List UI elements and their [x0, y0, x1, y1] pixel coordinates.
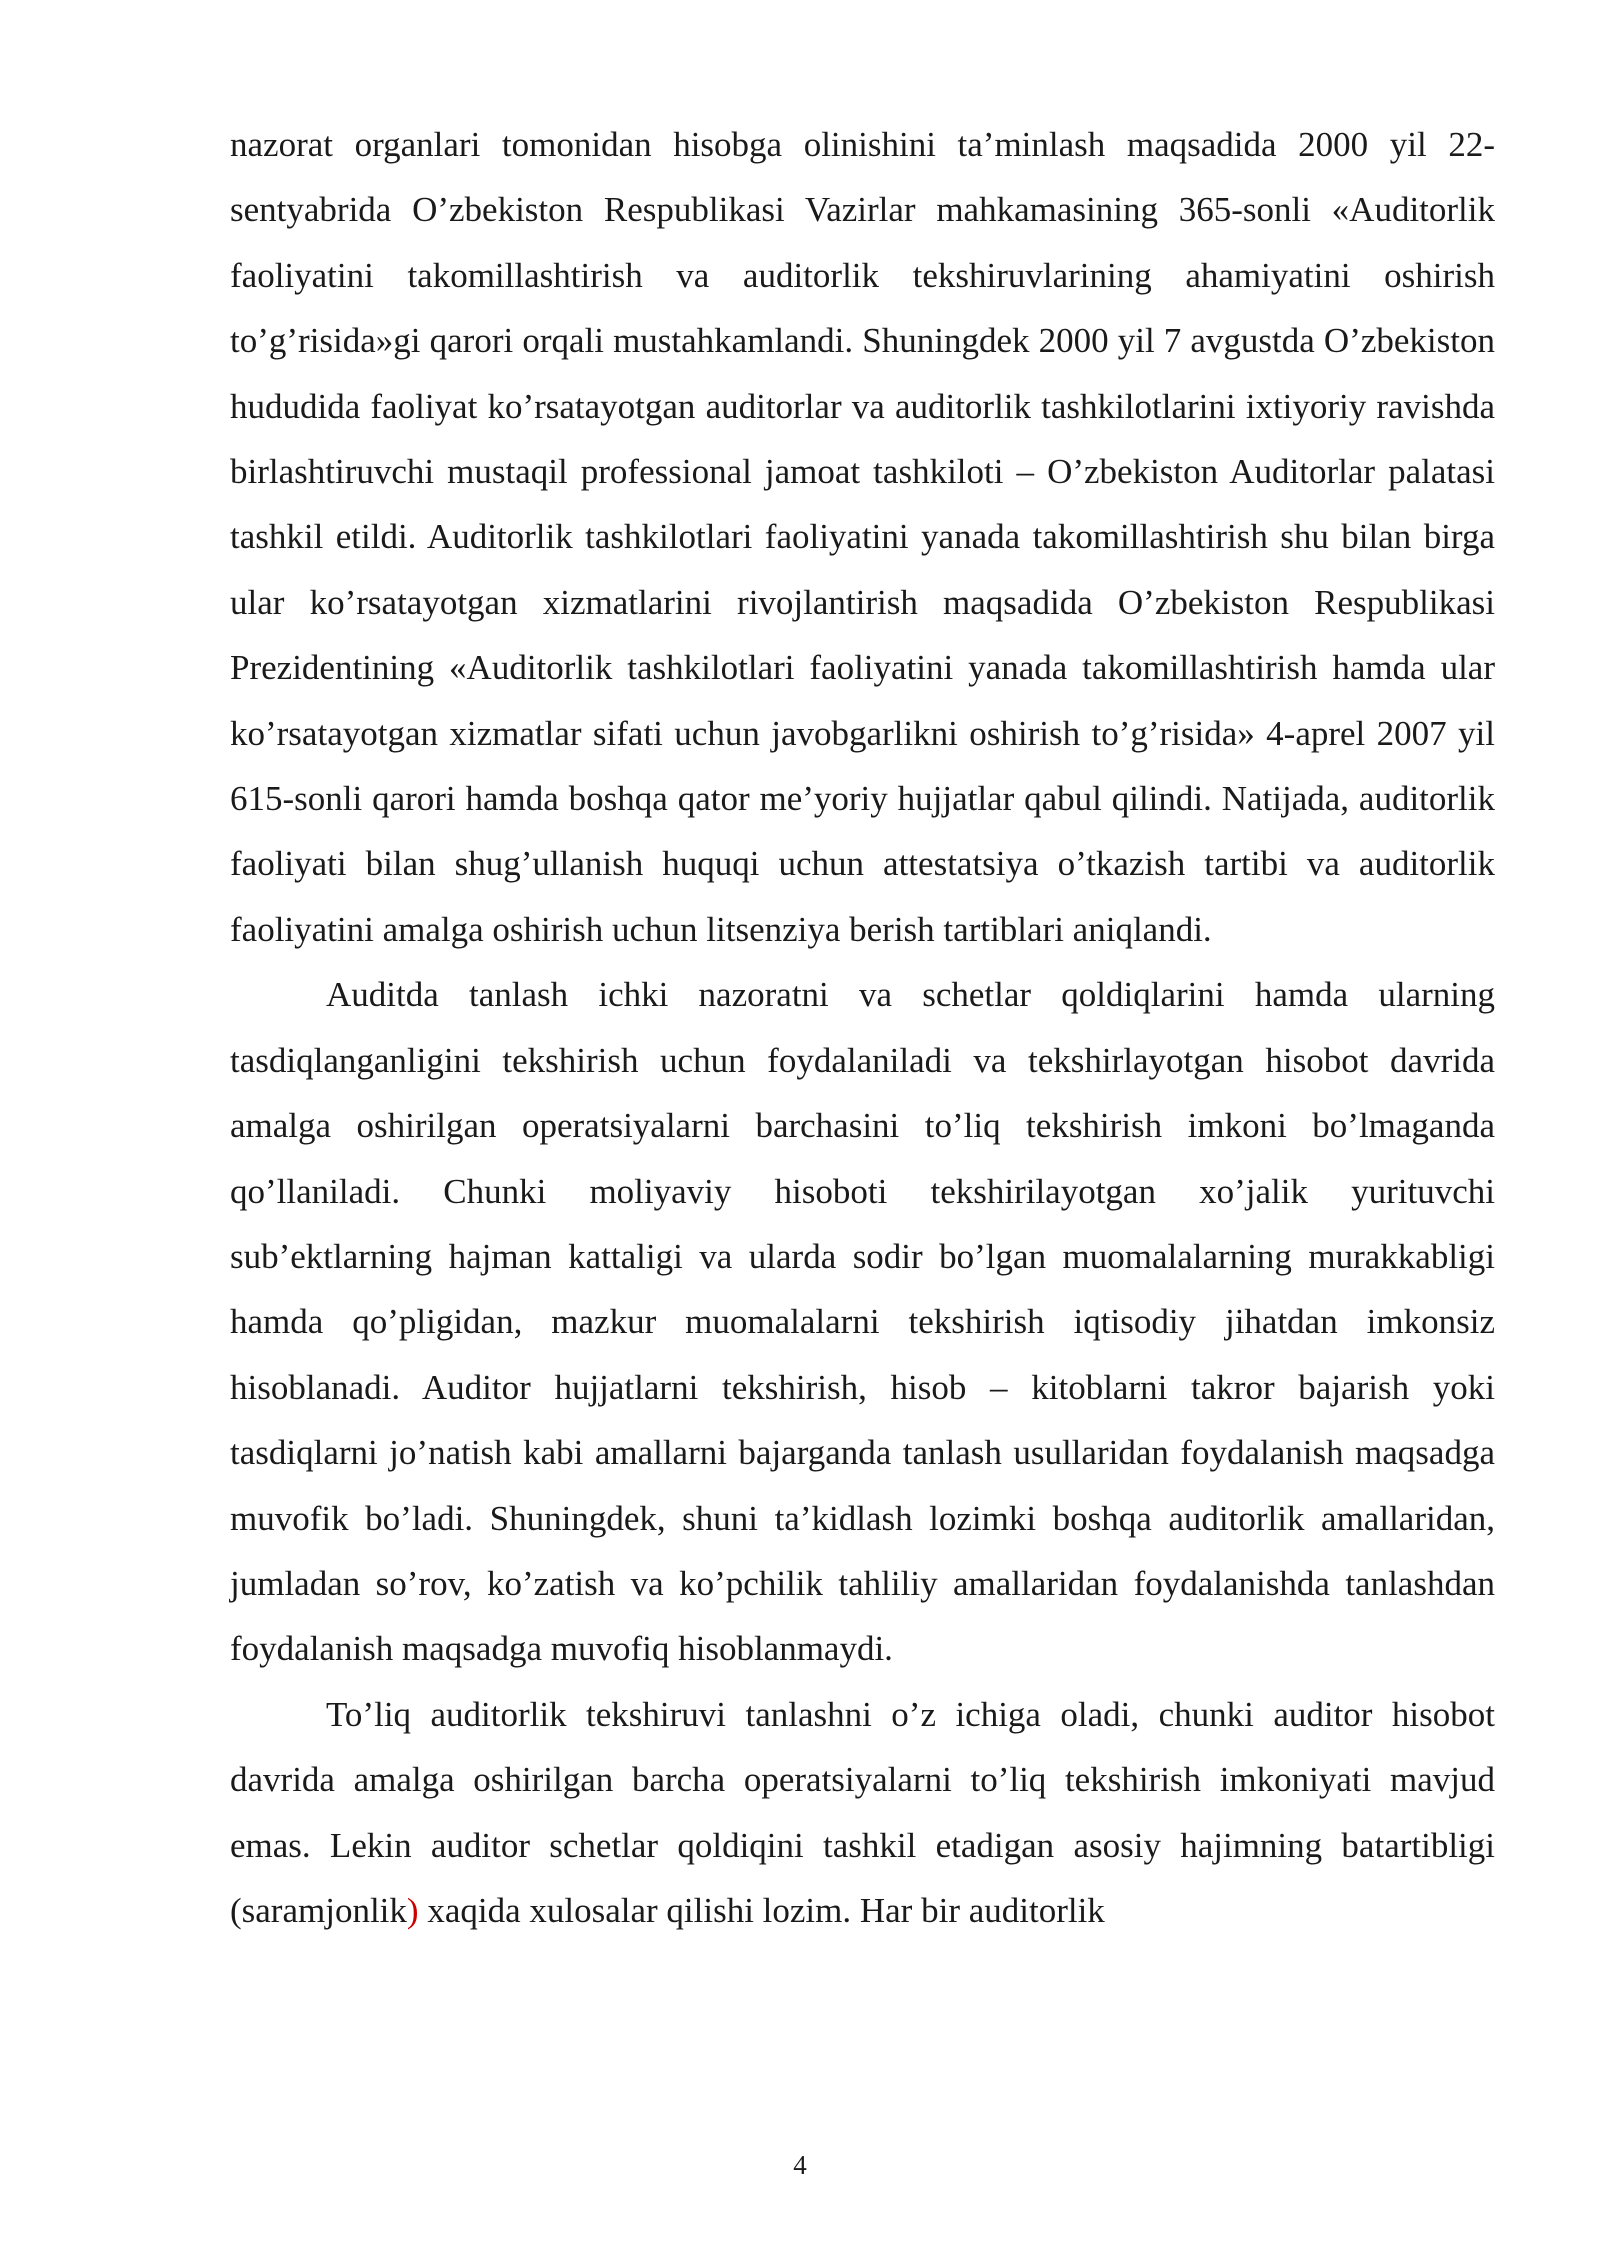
- page-number: 4: [793, 2150, 807, 2180]
- red-parenthesis: ): [406, 1890, 419, 1930]
- paragraph-3: [230, 1682, 1495, 1944]
- paragraph-3-text-end: xaqida xulosalar qilishi lozim. Har bir auditorlik: [418, 1890, 1105, 1930]
- body-text: [230, 112, 1495, 1943]
- paragraph-1: nazorat organlari tomonidan hisobga olinishini ta’minlash maqsadida 2000 yil 22-sentyabrida O’zbekiston Respublikasi Vazirlar mahkamasining 365-sonli «Auditorlik faoliyatini takomillashtirish va auditorlik tekshiruvlarining ahamiyatini oshirish to’g’risida»gi qarori orqali mustahkamlandi. Shuningdek 2000 yil 7 avgustda O’zbekiston hududida faoliyat ko’rsatayotgan auditorlar va auditorlik tashkilotlarini ixtiyoriy ravishda birlashtiruvchi mustaqil professional jamoat tashkiloti – O’zbekiston Auditorlar palatasi tashkil etildi. Auditorlik tashkilotlari faoliyatini yanada takomillashtirish shu bilan birga ular ko’rsatayotgan xizmatlarini rivojlantirish maqsadida O’zbekiston Respublikasi Prezidentining «Auditorlik tashkilotlari faoliyatini yanada takomillashtirish hamda ular ko’rsatayotgan xizmatlar sifati uchun javobgarlikni oshirish to’g’risida» 4-aprel 2007 yil 615-sonli qarori hamda boshqa qator me’yoriy hujjatlar qabul qilindi. Natijada, auditorlik faoliyati bilan shug’ullanish huquqi uchun attestatsiya o’tkazish tartibi va auditorlik faoliyatini amalga oshirish uchun litsenziya berish tartiblari aniqlandi.: [230, 125, 1495, 949]
- paragraph-2: Auditda tanlash ichki nazoratni va schetlar qoldiqlarini hamda ularning tasdiqlanganligini tekshirish uchun foydalaniladi va tekshirlayotgan hisobot davrida amalga oshirilgan operatsiyalarni barchasini to’liq tekshirish imkoni bo’lmaganda qo’llaniladi. Chunki moliyaviy hisoboti tekshirilayotgan xo’jalik yurituvchi sub’ektlarning hajman kattaligi va ularda sodir bo’lgan muomalalarning murakkabligi hamda qo’pligidan, mazkur muomalalarni tekshirish iqtisodiy jihatdan imkonsiz hisoblanadi. Auditor hujjatlarni tekshirish, hisob – kitoblarni takror bajarish yoki tasdiqlarni jo’natish kabi amallarni bajarganda tanlash usullaridan foydalanish maqsadga muvofik bo’ladi. Shuningdek, shuni ta’kidlash lozimki boshqa auditorlik amallaridan, jumladan so’rov, ko’zatish va ko’pchilik tahliliy amallaridan foydalanishda tanlashdan foydalanish maqsadga muvofiq hisoblanmaydi.: [230, 975, 1495, 1669]
- paragraph-3-text-start: To’liq auditorlik tekshiruvi tanlashni o’z ichiga oladi, chunki auditor hisobot davrida amalga oshirilgan barcha operatsiyalarni to’liq tekshirish imkoniyati mavjud emas. Lekin auditor schetlar qoldiqini tashkil etadigan asosiy hajimning batartibligi (saramjonlik: [230, 1694, 1495, 1930]
